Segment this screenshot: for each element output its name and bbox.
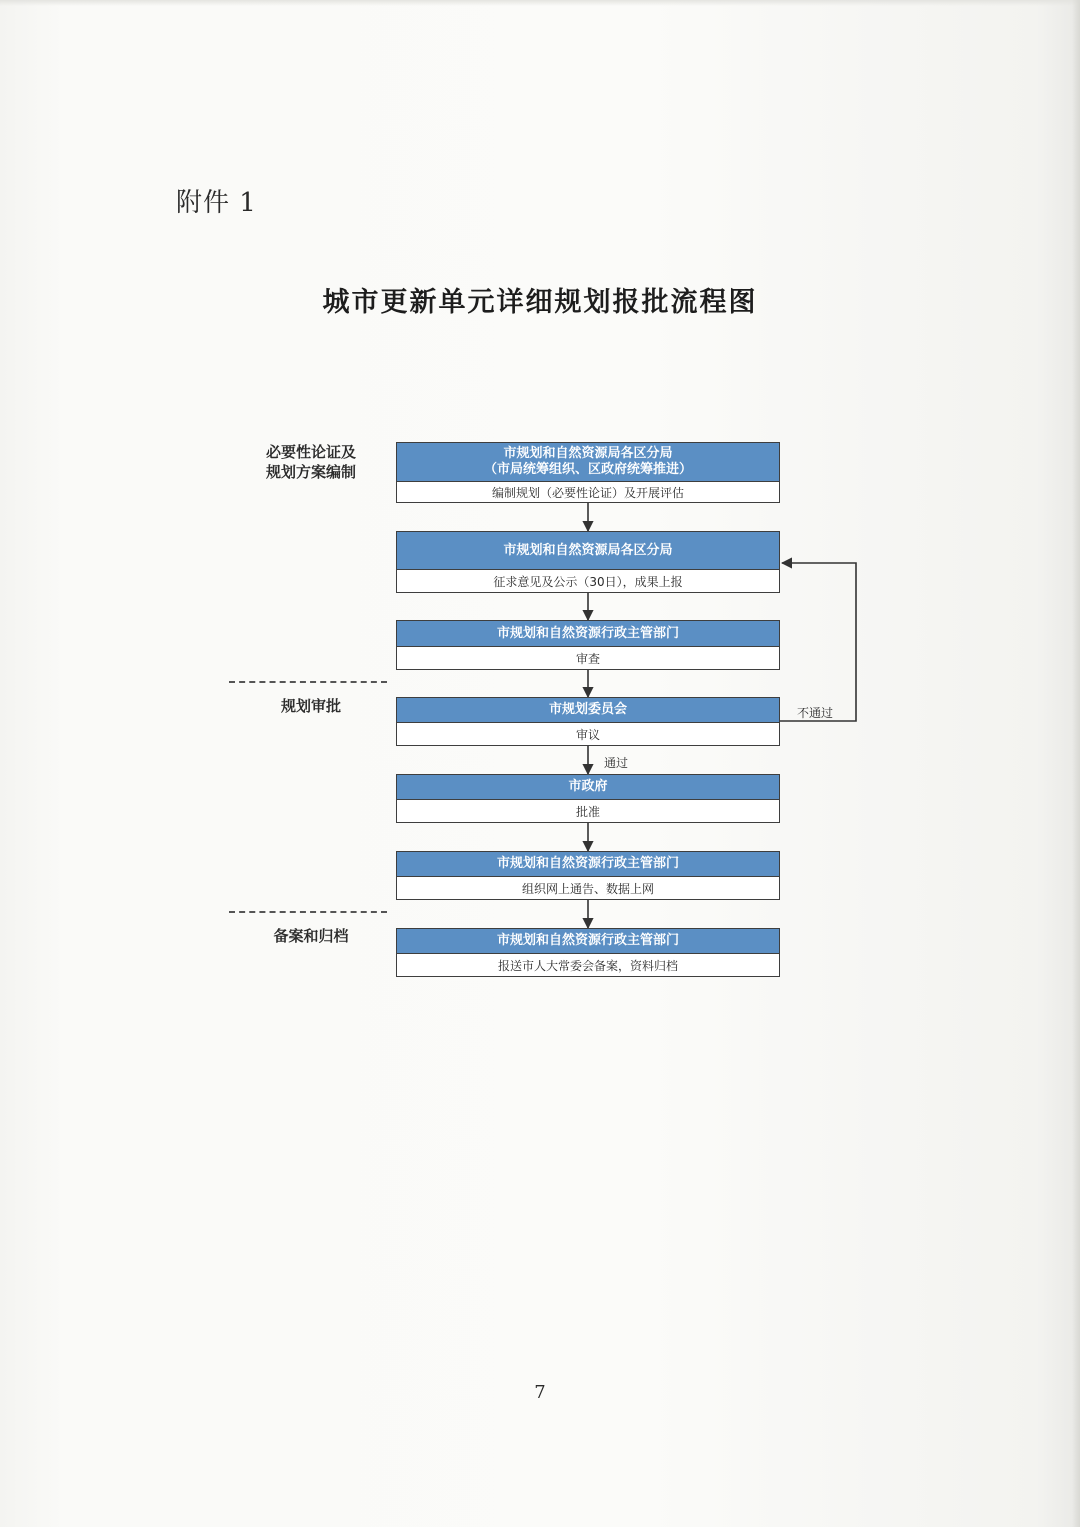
stage-label-line: 规划方案编制 (265, 463, 356, 481)
step-box-5-agency: 市政府 (568, 779, 608, 794)
edge-label-pass: 通过 (604, 756, 629, 770)
step-box-5-action: 批准 (575, 805, 600, 819)
step-box-1 (396, 442, 780, 503)
step-box-4-action: 审议 (575, 728, 600, 742)
step-box-6-header (397, 852, 779, 877)
step-box-5 (396, 774, 780, 823)
step-box-7-header (397, 929, 779, 954)
step-box-3-agency: 市规划和自然资源行政主管部门 (496, 625, 679, 641)
step-box-1-action: 编制规划（必要性论证）及开展评估 (491, 486, 684, 500)
step-box-7-agency: 市规划和自然资源行政主管部门 (496, 933, 679, 948)
step-box-6 (396, 851, 780, 900)
document-title: 城市更新单元详细规划报批流程图 (322, 287, 758, 318)
step-box-4-agency: 市规划委员会 (548, 702, 627, 717)
stage-label-line: 必要性论证及 (265, 443, 356, 461)
step-box-2-action: 征求意见及公示（30日），成果上报 (493, 575, 683, 589)
step-box-7 (396, 928, 780, 977)
arrow-reject-loop (780, 563, 856, 721)
step-box-3-action: 审查 (575, 652, 600, 666)
step-box-1-agency: 市规划和自然资源局各区分局 (503, 446, 673, 461)
step-box-3 (396, 620, 780, 670)
attachment-label: 附件 1 (176, 188, 257, 218)
step-box-4-header (397, 698, 779, 723)
stage-label-line: 规划审批 (280, 697, 341, 715)
step-box-3-header (397, 621, 779, 647)
step-box-1-agency-note: （市局统筹组织、区政府统筹推进） (483, 462, 692, 477)
step-box-2 (396, 531, 780, 593)
edge-label-reject: 不通过 (797, 706, 834, 720)
step-box-6-action: 组织网上通告、数据上网 (521, 882, 654, 896)
step-box-6-agency: 市规划和自然资源行政主管部门 (496, 856, 679, 871)
step-box-7-action: 报送市人大常委会备案，资料归档 (497, 959, 678, 973)
step-box-2-agency: 市规划和自然资源局各区分局 (503, 542, 673, 558)
step-box-5-header (397, 775, 779, 800)
step-box-1-header (397, 443, 779, 482)
stage-label-line: 备案和归档 (273, 927, 349, 945)
page-number: 7 (534, 1382, 546, 1403)
step-box-4 (396, 697, 780, 746)
step-box-2-header (397, 532, 779, 570)
